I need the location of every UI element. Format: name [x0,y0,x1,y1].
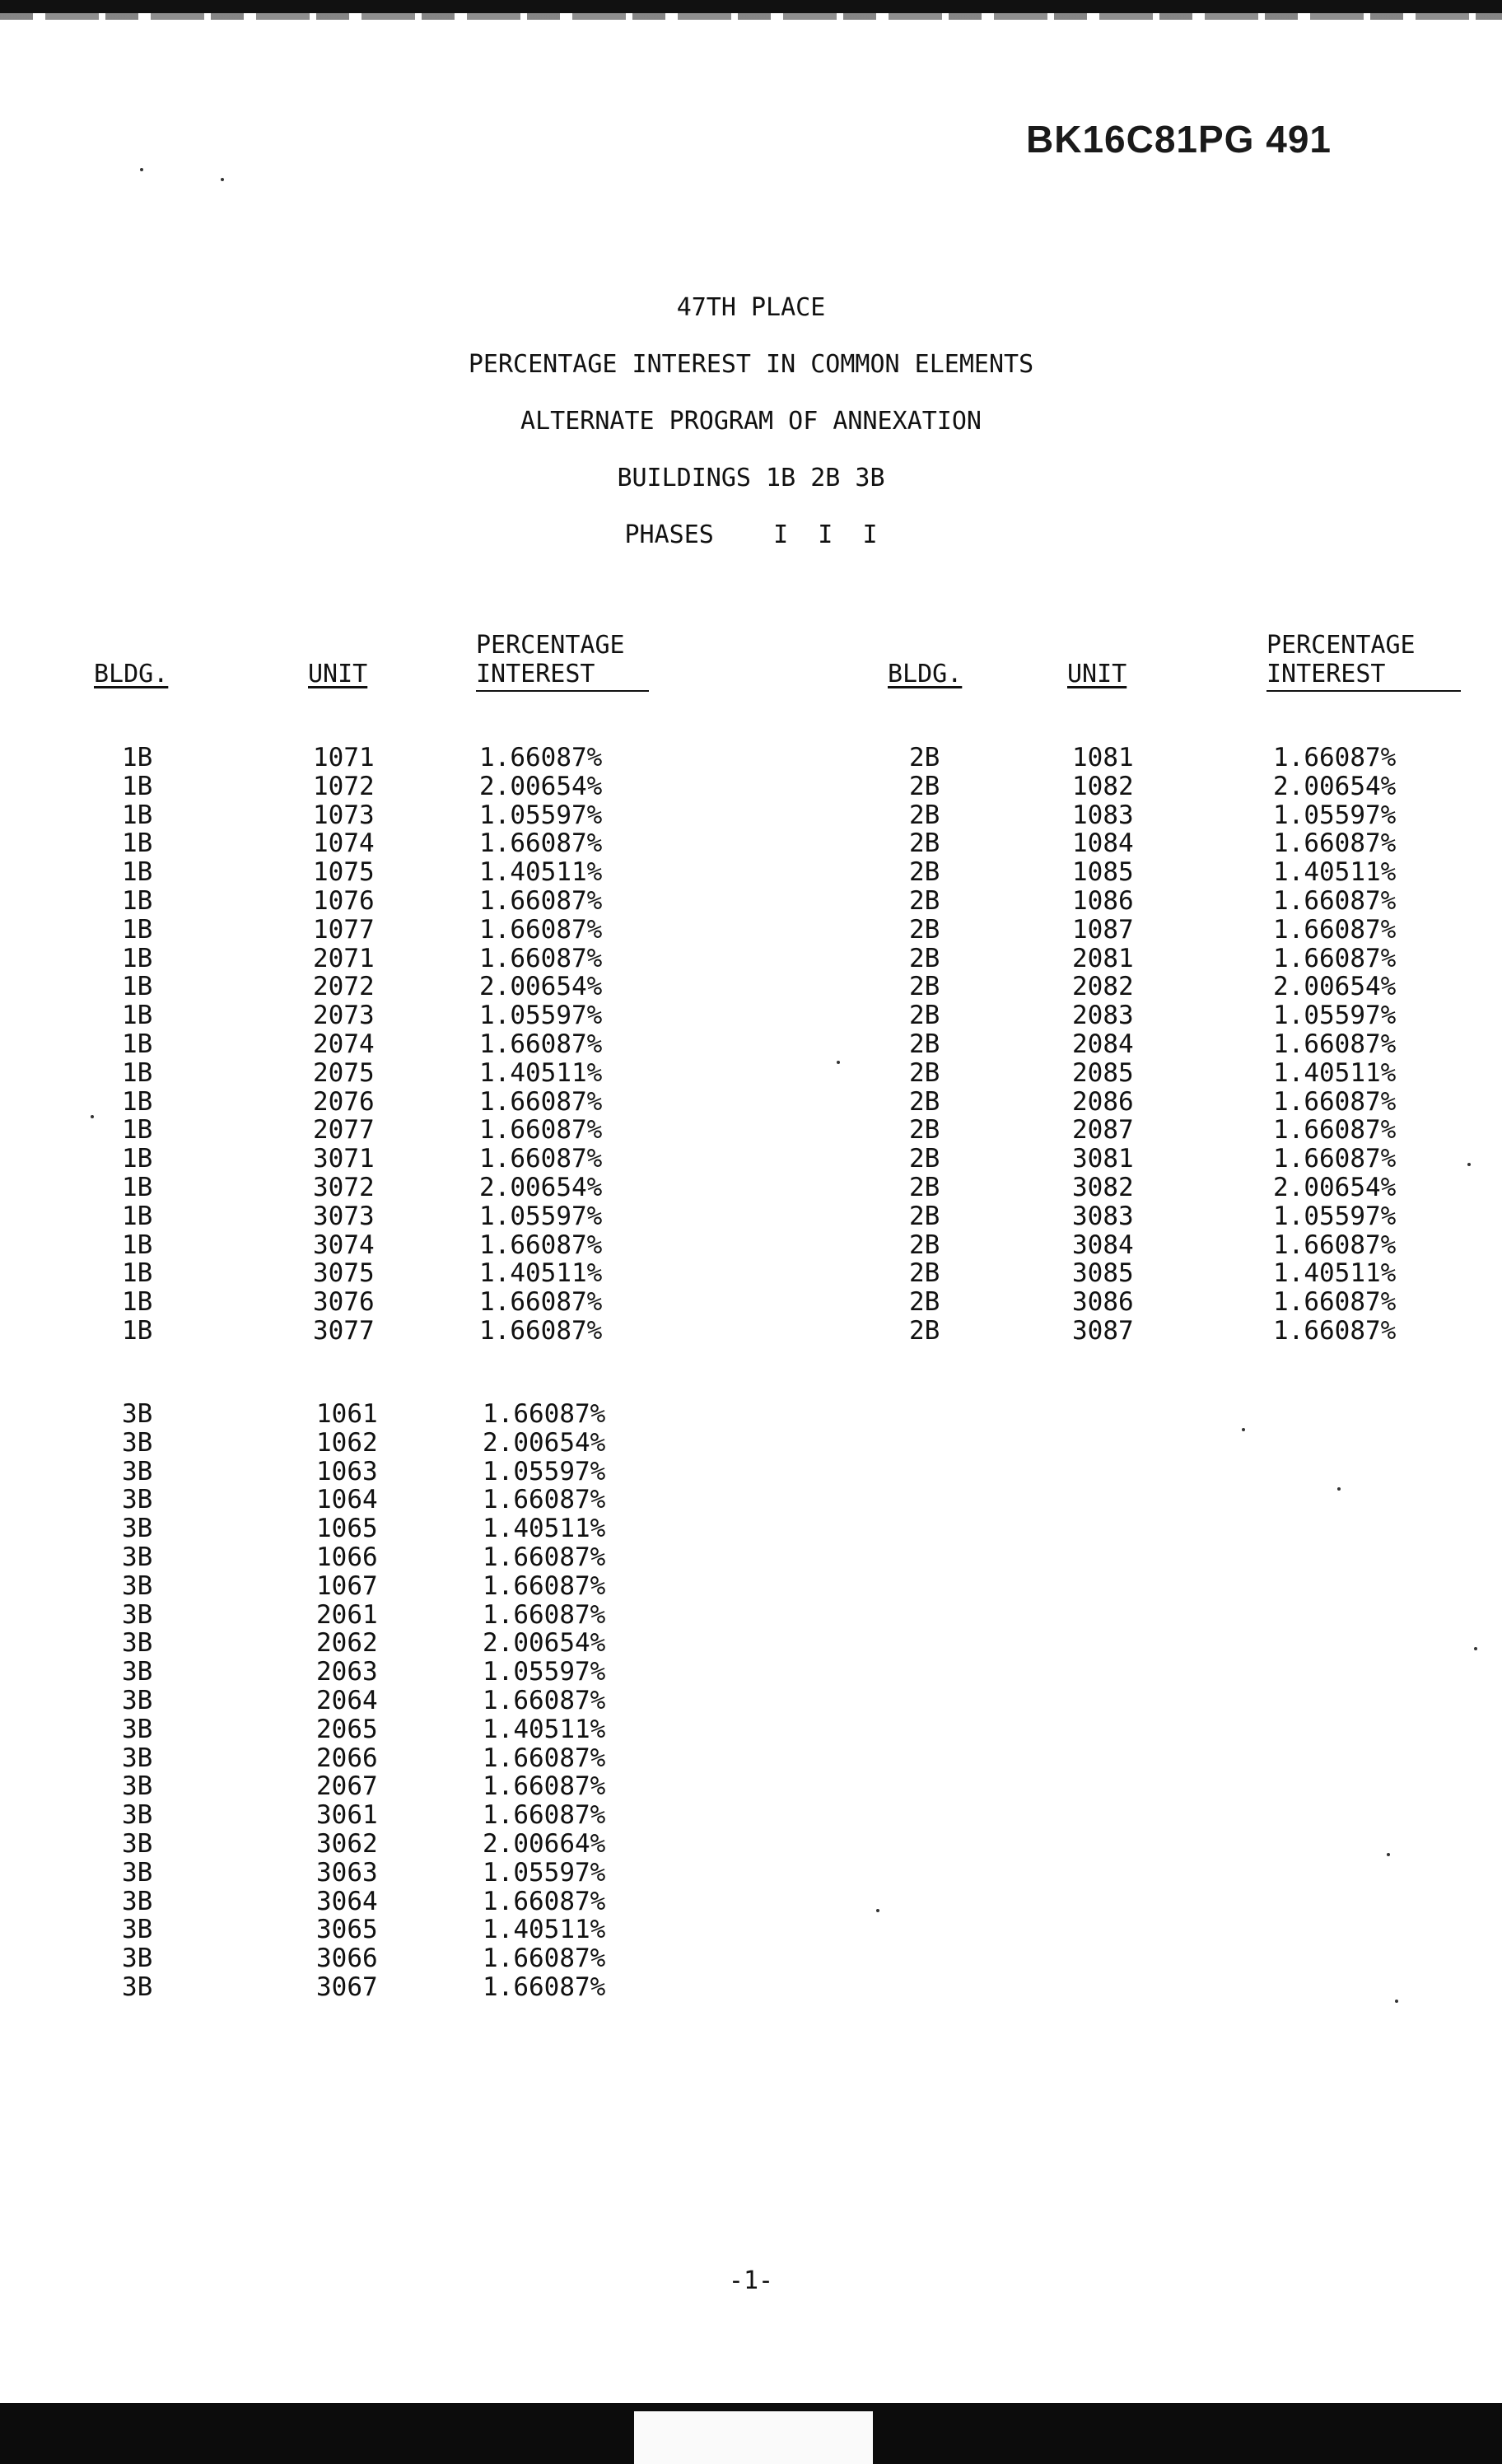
bldg-2b-unit-cell: 1083 [1072,800,1134,830]
bldg-1b-percentage-cell: 1.66087% [479,743,603,772]
bldg-3b-percentage-cell: 1.40511% [483,1715,606,1744]
bldg-2b-unit-cell: 3087 [1072,1316,1134,1346]
bldg-1b-bldg-cell: 1B [122,1001,153,1030]
bldg-3b-unit-cell: 2065 [316,1715,378,1744]
bldg-1b-unit-cell: 1074 [313,828,375,858]
bldg-3b-bldg-cell: 3B [122,1972,153,2002]
bldg-1b-unit-cell: 1071 [313,743,375,772]
scan-speck [221,178,224,181]
bldg-1b-percentage-cell: 1.40511% [479,1058,603,1088]
bldg-3b-bldg-cell: 3B [122,1571,153,1601]
bldg-1b-bldg-cell: 1B [122,1173,153,1202]
scan-bottom-gap [634,2411,873,2464]
bldg-2b-percentage-cell: 2.00654% [1273,1173,1397,1202]
scan-speck [1337,1487,1341,1491]
bldg-3b-unit-cell: 3067 [316,1972,378,2002]
bldg-1b-percentage-cell: 1.66087% [479,1144,603,1174]
scan-speck [876,1909,879,1912]
bldg-1b-unit-cell: 1076 [313,886,375,916]
bldg-2b-percentage-cell: 2.00654% [1273,972,1397,1001]
bldg-1b-bldg-cell: 1B [122,1087,153,1117]
bldg-1b-percentage-cell: 1.66087% [479,1287,603,1317]
bldg-3b-percentage-cell: 2.00654% [483,1428,606,1458]
bldg-2b-percentage-cell: 2.00654% [1273,772,1397,801]
bldg-3b-bldg-cell: 3B [122,1457,153,1486]
bldg-3b-percentage-cell: 1.66087% [483,1485,606,1514]
bldg-1b-percentage-cell: 1.40511% [479,857,603,887]
bldg-1b-bldg-cell: 1B [122,1202,153,1231]
bldg-3b-bldg-cell: 3B [122,1715,153,1744]
page-number: -1- [728,2266,774,2295]
bldg-1b-bldg-cell: 1B [122,1230,153,1260]
bldg-1b-percentage-cell: 1.66087% [479,828,603,858]
bldg-1b-percentage-cell: 1.66087% [479,944,603,973]
bldg-3b-unit-cell: 2062 [316,1628,378,1658]
bldg-2b-unit-cell: 3083 [1072,1202,1134,1231]
col-header-pct-left-2: INTEREST [476,660,595,688]
bldg-2b-bldg-cell: 2B [909,1173,940,1202]
bldg-2b-unit-cell: 2082 [1072,972,1134,1001]
bldg-3b-bldg-cell: 3B [122,1428,153,1458]
bldg-3b-percentage-cell: 1.66087% [483,1399,606,1429]
bldg-1b-percentage-cell: 1.66087% [479,1029,603,1059]
bldg-2b-bldg-cell: 2B [909,1316,940,1346]
bldg-3b-bldg-cell: 3B [122,1542,153,1572]
bldg-1b-unit-cell: 2072 [313,972,375,1001]
bldg-1b-bldg-cell: 1B [122,1258,153,1288]
bldg-3b-bldg-cell: 3B [122,1514,153,1543]
bldg-3b-unit-cell: 2061 [316,1600,378,1630]
bldg-3b-bldg-cell: 3B [122,1858,153,1888]
bldg-1b-percentage-cell: 1.05597% [479,1202,603,1231]
col-header-unit-left: UNIT [308,660,368,688]
bldg-1b-bldg-cell: 1B [122,944,153,973]
bldg-2b-percentage-cell: 1.40511% [1273,1058,1397,1088]
bldg-2b-unit-cell: 1087 [1072,915,1134,945]
bldg-2b-percentage-cell: 1.40511% [1273,857,1397,887]
bldg-2b-bldg-cell: 2B [909,828,940,858]
col-header-pct-right-2: INTEREST [1266,660,1386,688]
bldg-1b-percentage-cell: 1.40511% [479,1258,603,1288]
col-header-bldg-left: BLDG. [94,660,169,688]
bldg-3b-percentage-cell: 1.66087% [483,1571,606,1601]
bldg-1b-bldg-cell: 1B [122,972,153,1001]
bldg-3b-bldg-cell: 3B [122,1944,153,1973]
bldg-3b-bldg-cell: 3B [122,1628,153,1658]
bldg-2b-bldg-cell: 2B [909,915,940,945]
bldg-1b-percentage-cell: 1.66087% [479,915,603,945]
bldg-2b-percentage-cell: 1.05597% [1273,1001,1397,1030]
bldg-2b-bldg-cell: 2B [909,972,940,1001]
col-header-unit-right: UNIT [1067,660,1127,688]
underline-pct-right [1266,690,1461,692]
bldg-2b-percentage-cell: 1.66087% [1273,1115,1397,1145]
scan-speck [91,1115,94,1118]
bldg-1b-unit-cell: 3073 [313,1202,375,1231]
bldg-2b-bldg-cell: 2B [909,743,940,772]
title-phases: PHASES I I I [624,520,878,549]
bldg-2b-unit-cell: 2084 [1072,1029,1134,1059]
bldg-3b-unit-cell: 2063 [316,1657,378,1687]
bldg-1b-bldg-cell: 1B [122,1115,153,1145]
bldg-1b-bldg-cell: 1B [122,886,153,916]
bldg-3b-percentage-cell: 1.66087% [483,1743,606,1773]
bldg-1b-bldg-cell: 1B [122,1058,153,1088]
bldg-3b-unit-cell: 3064 [316,1887,378,1916]
bldg-3b-unit-cell: 1067 [316,1571,378,1601]
recording-stamp: BK16C81PG 491 [1026,118,1332,161]
bldg-1b-percentage-cell: 1.66087% [479,1087,603,1117]
bldg-1b-bldg-cell: 1B [122,1029,153,1059]
bldg-3b-percentage-cell: 1.05597% [483,1657,606,1687]
bldg-1b-unit-cell: 3072 [313,1173,375,1202]
bldg-1b-unit-cell: 2075 [313,1058,375,1088]
bldg-3b-unit-cell: 2067 [316,1771,378,1801]
bldg-2b-percentage-cell: 1.66087% [1273,1287,1397,1317]
bldg-3b-percentage-cell: 1.66087% [483,1600,606,1630]
bldg-1b-unit-cell: 3071 [313,1144,375,1174]
bldg-2b-percentage-cell: 1.66087% [1273,886,1397,916]
scan-speck [1387,1853,1390,1856]
bldg-2b-unit-cell: 1086 [1072,886,1134,916]
scan-speck [1242,1428,1245,1431]
bldg-1b-percentage-cell: 1.66087% [479,886,603,916]
bldg-2b-bldg-cell: 2B [909,1144,940,1174]
bldg-2b-percentage-cell: 1.05597% [1273,800,1397,830]
scan-top-noise [0,13,1502,20]
bldg-2b-bldg-cell: 2B [909,857,940,887]
bldg-3b-bldg-cell: 3B [122,1771,153,1801]
bldg-2b-bldg-cell: 2B [909,772,940,801]
bldg-1b-unit-cell: 1072 [313,772,375,801]
bldg-2b-unit-cell: 3081 [1072,1144,1134,1174]
bldg-2b-bldg-cell: 2B [909,1001,940,1030]
bldg-1b-unit-cell: 3077 [313,1316,375,1346]
bldg-1b-bldg-cell: 1B [122,1316,153,1346]
bldg-3b-percentage-cell: 2.00654% [483,1628,606,1658]
bldg-3b-bldg-cell: 3B [122,1657,153,1687]
bldg-3b-percentage-cell: 1.66087% [483,1771,606,1801]
bldg-2b-unit-cell: 2083 [1072,1001,1134,1030]
bldg-3b-percentage-cell: 1.40511% [483,1915,606,1944]
bldg-3b-unit-cell: 2064 [316,1686,378,1715]
bldg-2b-percentage-cell: 1.66087% [1273,944,1397,973]
bldg-3b-bldg-cell: 3B [122,1399,153,1429]
title-buildings: BUILDINGS 1B 2B 3B [617,464,885,492]
bldg-2b-bldg-cell: 2B [909,1287,940,1317]
bldg-3b-unit-cell: 3061 [316,1800,378,1830]
bldg-3b-unit-cell: 1063 [316,1457,378,1486]
bldg-3b-percentage-cell: 1.05597% [483,1858,606,1888]
col-header-pct-right-1: PERCENTAGE [1266,631,1416,660]
bldg-3b-unit-cell: 3063 [316,1858,378,1888]
bldg-2b-percentage-cell: 1.66087% [1273,743,1397,772]
bldg-3b-bldg-cell: 3B [122,1829,153,1859]
bldg-1b-unit-cell: 2076 [313,1087,375,1117]
bldg-3b-bldg-cell: 3B [122,1485,153,1514]
bldg-1b-percentage-cell: 1.66087% [479,1230,603,1260]
bldg-3b-percentage-cell: 2.00664% [483,1829,606,1859]
bldg-2b-percentage-cell: 1.66087% [1273,1230,1397,1260]
bldg-3b-bldg-cell: 3B [122,1887,153,1916]
bldg-1b-unit-cell: 3074 [313,1230,375,1260]
bldg-2b-bldg-cell: 2B [909,944,940,973]
bldg-1b-percentage-cell: 2.00654% [479,972,603,1001]
scan-top-edge [0,0,1502,13]
title-place: 47TH PLACE [676,293,826,322]
bldg-2b-unit-cell: 2087 [1072,1115,1134,1145]
bldg-3b-unit-cell: 1064 [316,1485,378,1514]
bldg-1b-bldg-cell: 1B [122,1287,153,1317]
bldg-1b-unit-cell: 2071 [313,944,375,973]
bldg-1b-unit-cell: 2074 [313,1029,375,1059]
bldg-3b-unit-cell: 1066 [316,1542,378,1572]
bldg-2b-unit-cell: 1081 [1072,743,1134,772]
bldg-3b-unit-cell: 1061 [316,1399,378,1429]
bldg-2b-unit-cell: 3086 [1072,1287,1134,1317]
bldg-2b-bldg-cell: 2B [909,1115,940,1145]
bldg-2b-bldg-cell: 2B [909,1202,940,1231]
bldg-1b-unit-cell: 2073 [313,1001,375,1030]
title-alternate-program: ALTERNATE PROGRAM OF ANNEXATION [520,407,982,436]
bldg-2b-percentage-cell: 1.05597% [1273,1202,1397,1231]
scan-speck [1474,1647,1477,1650]
bldg-2b-bldg-cell: 2B [909,1230,940,1260]
bldg-1b-percentage-cell: 1.05597% [479,1001,603,1030]
bldg-3b-unit-cell: 1062 [316,1428,378,1458]
bldg-3b-percentage-cell: 1.66087% [483,1800,606,1830]
bldg-1b-unit-cell: 2077 [313,1115,375,1145]
bldg-3b-percentage-cell: 1.66087% [483,1887,606,1916]
bldg-2b-unit-cell: 3084 [1072,1230,1134,1260]
bldg-2b-bldg-cell: 2B [909,1058,940,1088]
underline-pct-left [476,690,649,692]
bldg-3b-bldg-cell: 3B [122,1915,153,1944]
bldg-1b-unit-cell: 1077 [313,915,375,945]
bldg-2b-percentage-cell: 1.66087% [1273,1087,1397,1117]
bldg-2b-percentage-cell: 1.40511% [1273,1258,1397,1288]
bldg-2b-unit-cell: 2086 [1072,1087,1134,1117]
bldg-1b-bldg-cell: 1B [122,800,153,830]
bldg-2b-unit-cell: 1084 [1072,828,1134,858]
bldg-3b-percentage-cell: 1.66087% [483,1686,606,1715]
bldg-2b-bldg-cell: 2B [909,886,940,916]
bldg-1b-bldg-cell: 1B [122,857,153,887]
bldg-1b-bldg-cell: 1B [122,1144,153,1174]
bldg-3b-bldg-cell: 3B [122,1800,153,1830]
bldg-2b-bldg-cell: 2B [909,1029,940,1059]
scan-speck [1467,1163,1471,1166]
bldg-1b-unit-cell: 3075 [313,1258,375,1288]
bldg-3b-unit-cell: 3065 [316,1915,378,1944]
bldg-1b-percentage-cell: 2.00654% [479,772,603,801]
bldg-1b-unit-cell: 3076 [313,1287,375,1317]
bldg-3b-percentage-cell: 1.40511% [483,1514,606,1543]
bldg-2b-unit-cell: 3085 [1072,1258,1134,1288]
bldg-3b-percentage-cell: 1.05597% [483,1457,606,1486]
bldg-1b-percentage-cell: 1.05597% [479,800,603,830]
bldg-2b-unit-cell: 2085 [1072,1058,1134,1088]
bldg-2b-percentage-cell: 1.66087% [1273,1029,1397,1059]
bldg-1b-percentage-cell: 1.66087% [479,1316,603,1346]
bldg-2b-unit-cell: 2081 [1072,944,1134,973]
col-header-bldg-right: BLDG. [888,660,963,688]
bldg-1b-bldg-cell: 1B [122,828,153,858]
bldg-1b-percentage-cell: 1.66087% [479,1115,603,1145]
bldg-3b-percentage-cell: 1.66087% [483,1944,606,1973]
bldg-2b-bldg-cell: 2B [909,800,940,830]
bldg-2b-unit-cell: 1082 [1072,772,1134,801]
bldg-1b-percentage-cell: 2.00654% [479,1173,603,1202]
bldg-2b-bldg-cell: 2B [909,1087,940,1117]
bldg-3b-percentage-cell: 1.66087% [483,1972,606,2002]
bldg-3b-bldg-cell: 3B [122,1600,153,1630]
bldg-2b-percentage-cell: 1.66087% [1273,915,1397,945]
bldg-1b-unit-cell: 1073 [313,800,375,830]
col-header-pct-left-1: PERCENTAGE [476,631,625,660]
scan-speck [837,1061,840,1064]
bldg-2b-percentage-cell: 1.66087% [1273,1144,1397,1174]
bldg-3b-bldg-cell: 3B [122,1743,153,1773]
bldg-3b-unit-cell: 3066 [316,1944,378,1973]
bldg-2b-percentage-cell: 1.66087% [1273,828,1397,858]
bldg-2b-unit-cell: 1085 [1072,857,1134,887]
bldg-1b-bldg-cell: 1B [122,915,153,945]
bldg-2b-bldg-cell: 2B [909,1258,940,1288]
bldg-2b-unit-cell: 3082 [1072,1173,1134,1202]
scan-speck [1395,2000,1398,2003]
bldg-1b-bldg-cell: 1B [122,772,153,801]
bldg-3b-unit-cell: 2066 [316,1743,378,1773]
bldg-3b-unit-cell: 1065 [316,1514,378,1543]
scan-speck [140,168,143,171]
bldg-3b-percentage-cell: 1.66087% [483,1542,606,1572]
bldg-3b-bldg-cell: 3B [122,1686,153,1715]
bldg-3b-unit-cell: 3062 [316,1829,378,1859]
title-percentage-interest: PERCENTAGE INTEREST IN COMMON ELEMENTS [468,350,1034,379]
bldg-1b-bldg-cell: 1B [122,743,153,772]
bldg-2b-percentage-cell: 1.66087% [1273,1316,1397,1346]
bldg-1b-unit-cell: 1075 [313,857,375,887]
